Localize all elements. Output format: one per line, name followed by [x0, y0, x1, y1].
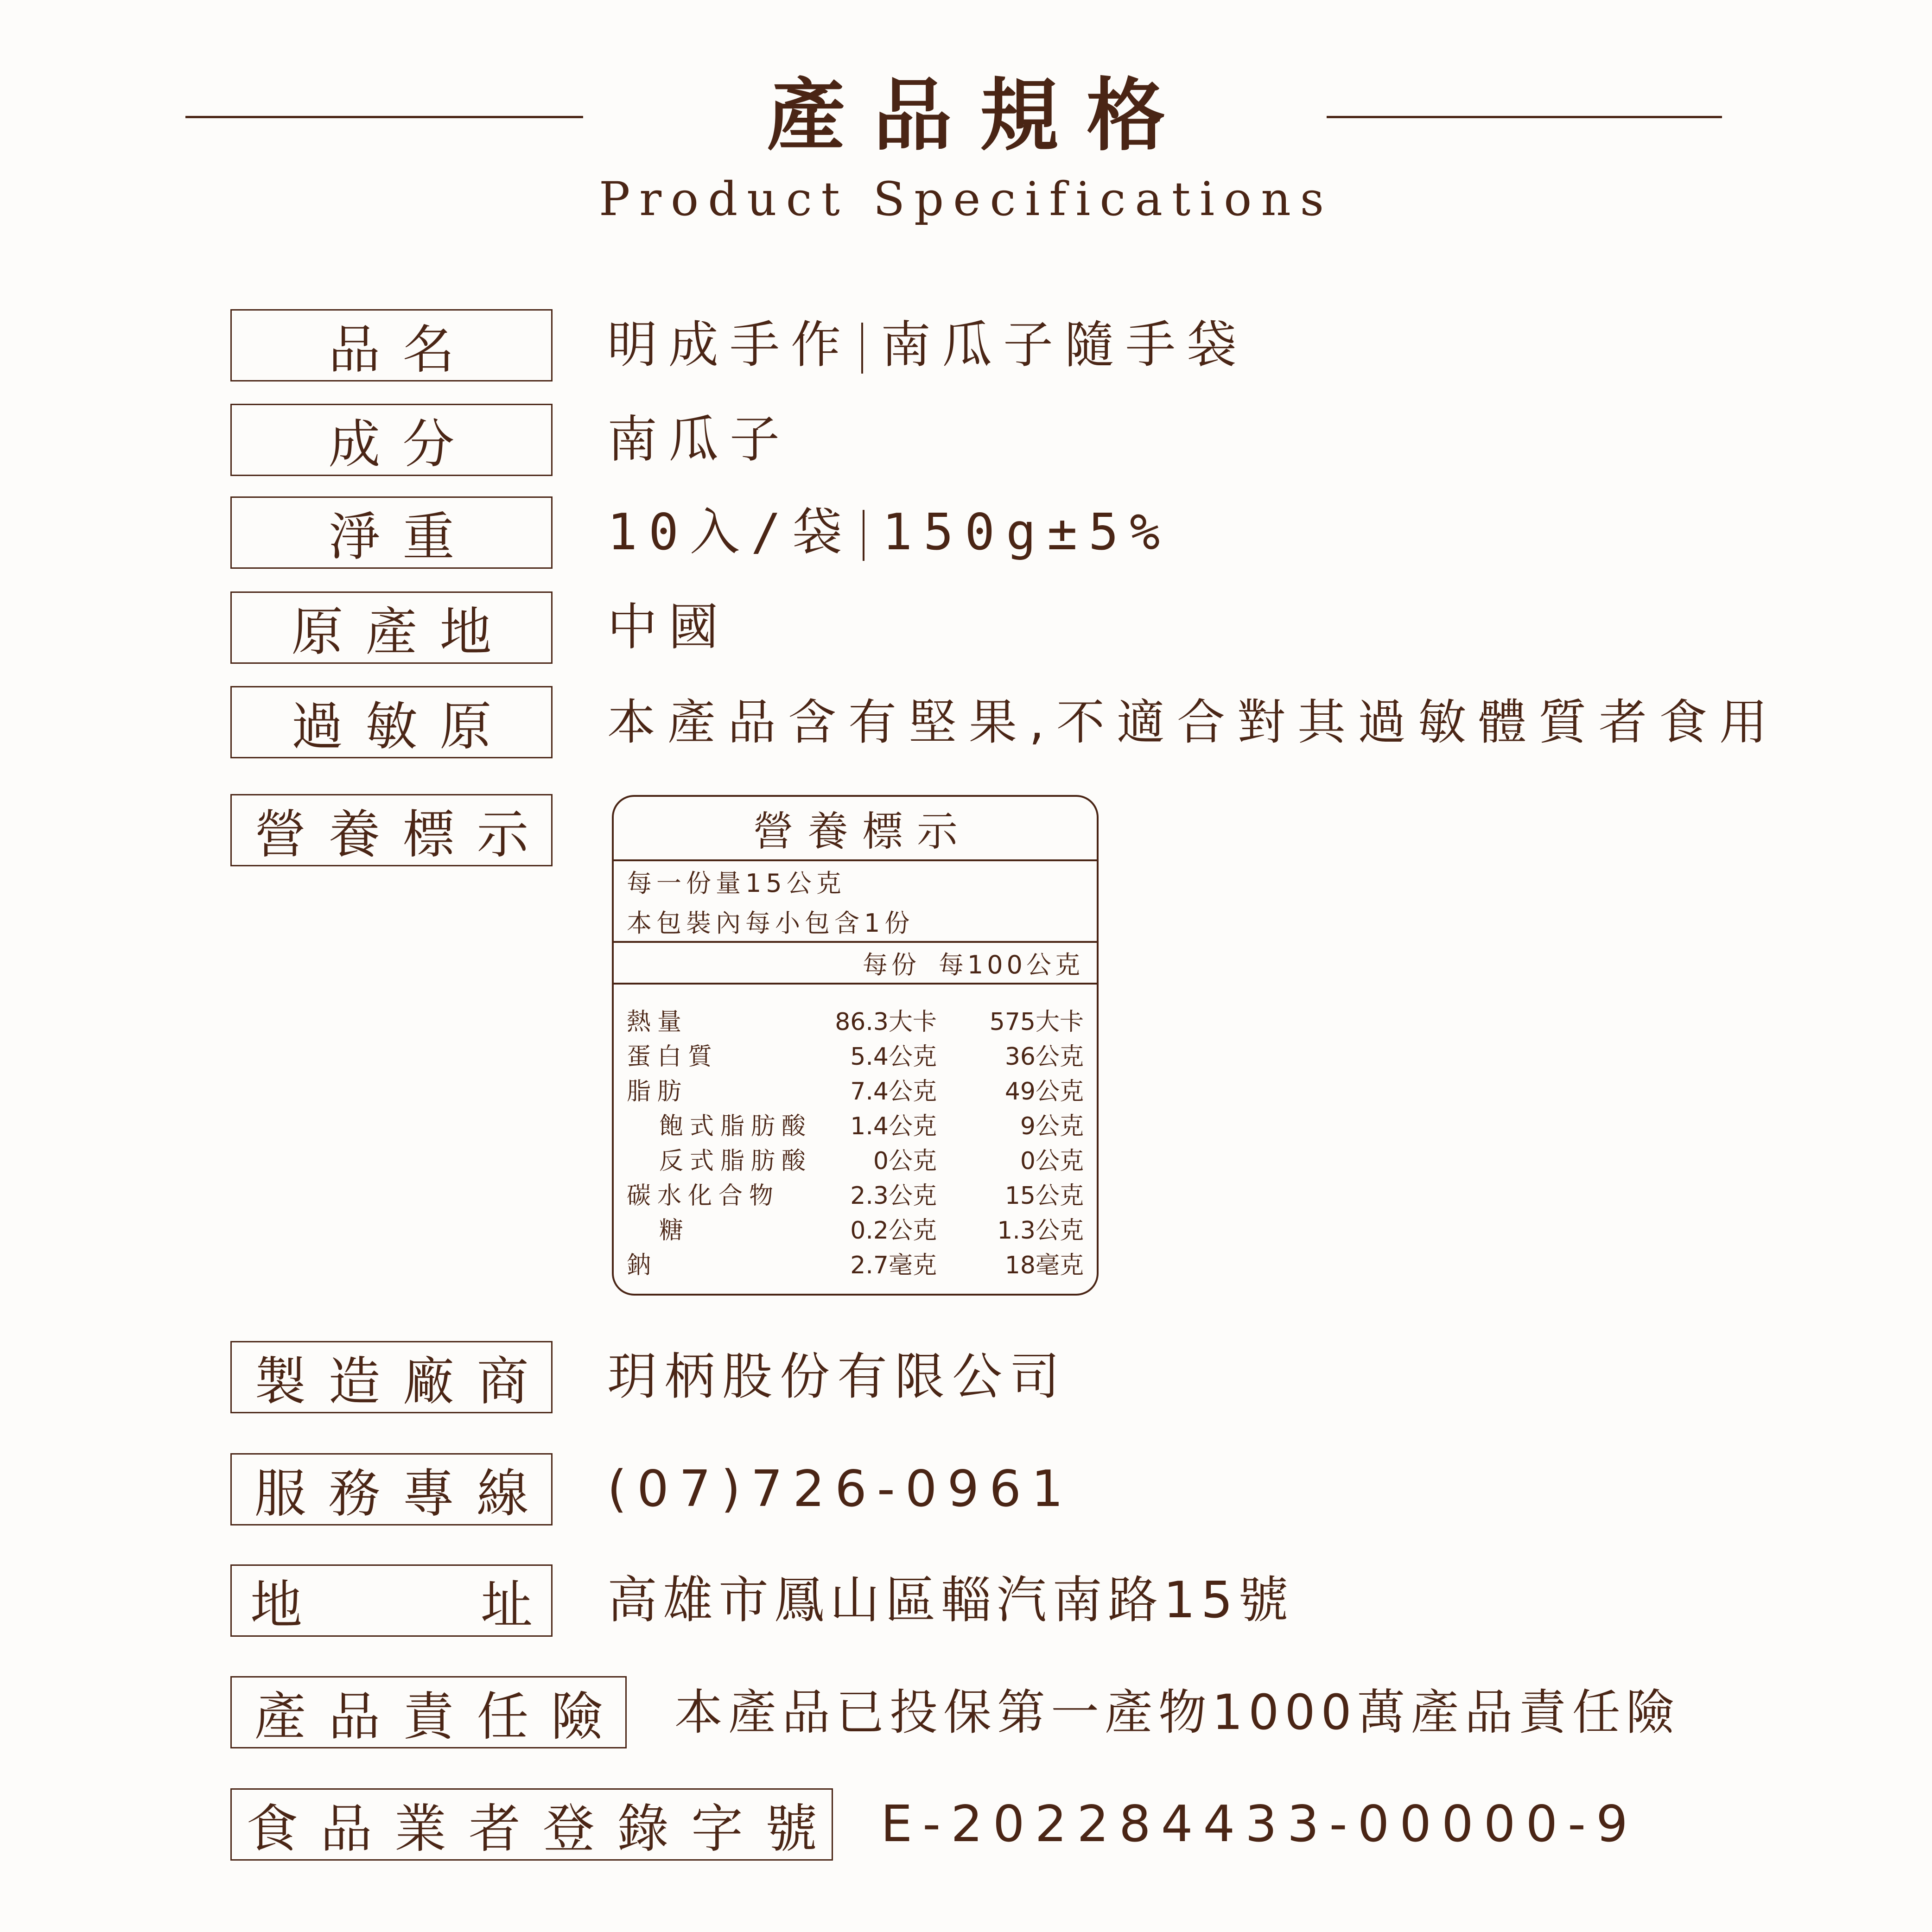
spec-label: 服務專線 [230, 1453, 553, 1525]
nutrition-title: 營養標示 [614, 797, 1097, 861]
nutrition-row [614, 1138, 1097, 1175]
nutrition-column-header [614, 943, 1097, 985]
nutrient-name: 熱量 [627, 1008, 688, 1036]
spec-value [607, 496, 1171, 569]
nutrition-row [614, 1242, 1097, 1277]
nutrition-row [614, 1172, 1097, 1210]
spec-value-part: 明成手作 [607, 316, 852, 374]
spec-value: (07)726-0961 [607, 1460, 1074, 1518]
separator [863, 510, 864, 561]
nutrient-name: 飽式脂肪酸 [659, 1112, 813, 1140]
spec-label: 製造廠商 [230, 1341, 553, 1413]
spec-label: 淨重 [230, 496, 553, 569]
nutrient-per-serving: 0.2公克 [850, 1217, 937, 1245]
nutrient-per-serving: 2.3公克 [850, 1182, 937, 1210]
spec-value: 南瓜子 [607, 411, 791, 469]
nutrition-row [614, 1207, 1097, 1245]
spec-value-part: 150g±5% [882, 503, 1171, 561]
nutrient-per-serving: 5.4公克 [850, 1043, 937, 1071]
nutrient-name: 脂肪 [627, 1078, 688, 1106]
nutrient-per-100g: 575大卡 [989, 1008, 1084, 1036]
nutrition-rows [614, 985, 1097, 1277]
spec-value: E-202284433-00000-9 [881, 1795, 1638, 1853]
nutrient-name: 鈉 [627, 1252, 658, 1279]
spec-label-part: 址 [481, 1575, 533, 1635]
spec-value: 本產品含有堅果,不適合對其過敏體質者食用 [607, 694, 1780, 750]
nutrient-per-serving: 1.4公克 [850, 1112, 937, 1140]
separator [861, 323, 863, 374]
nutrient-per-serving: 0公克 [873, 1147, 937, 1175]
serving-size: 每一份量15公克 [627, 868, 846, 898]
spec-label: 產品責任險 [230, 1676, 627, 1748]
nutrition-panel [612, 795, 1099, 1296]
spec-value: 高雄市鳳山區輜汽南路15號 [607, 1571, 1294, 1629]
nutrition-row [614, 1103, 1097, 1138]
spec-label: 過敏原 [230, 686, 553, 758]
spec-label: 成分 [230, 404, 553, 476]
spec-value [607, 309, 1248, 381]
nutrient-per-100g: 1.3公克 [997, 1217, 1084, 1245]
nutrition-row [614, 1033, 1097, 1071]
page-subtitle: Product Specifications [598, 172, 1334, 226]
spec-value: 本產品已投保第一產物1000萬產品責任險 [674, 1684, 1680, 1741]
nutrient-per-serving: 2.7毫克 [850, 1252, 937, 1279]
nutrient-per-100g: 18毫克 [1004, 1252, 1084, 1279]
nutrient-per-100g: 15公克 [1004, 1182, 1084, 1210]
spec-label: 品名 [230, 309, 553, 381]
spec-value-part: 10入/袋 [607, 503, 854, 561]
spec-value: 玥柄股份有限公司 [607, 1348, 1068, 1406]
nutrient-name: 反式脂肪酸 [659, 1147, 813, 1175]
spec-label: 營養標示 [230, 794, 553, 866]
nutrition-row [614, 998, 1097, 1036]
nutrient-per-100g: 49公克 [1004, 1078, 1084, 1106]
col-per-serving: 每份 [862, 950, 920, 979]
nutrition-row [614, 1068, 1097, 1106]
nutrient-name: 糖 [659, 1217, 690, 1245]
page-title: 產品規格 [766, 70, 1193, 162]
nutrient-per-100g: 36公克 [1004, 1043, 1084, 1071]
spec-label: 原產地 [230, 591, 553, 664]
col-per-100g: 每100公克 [938, 950, 1084, 979]
nutrient-per-serving: 7.4公克 [850, 1078, 937, 1106]
nutrient-name: 碳水化合物 [627, 1182, 780, 1210]
nutrient-name: 蛋白質 [627, 1043, 719, 1071]
nutrient-per-100g: 0公克 [1020, 1147, 1084, 1175]
spec-value-part: 南瓜子隨手袋 [881, 316, 1248, 374]
nutrient-per-serving: 86.3大卡 [835, 1008, 937, 1036]
spec-value: 中國 [607, 598, 730, 656]
servings-per-pack: 本包裝內每小包含1份 [614, 901, 1097, 943]
spec-label [230, 1564, 553, 1637]
nutrient-per-100g: 9公克 [1020, 1112, 1084, 1140]
spec-label: 食品業者登錄字號 [230, 1788, 833, 1861]
spec-label-part: 地 [250, 1575, 302, 1635]
